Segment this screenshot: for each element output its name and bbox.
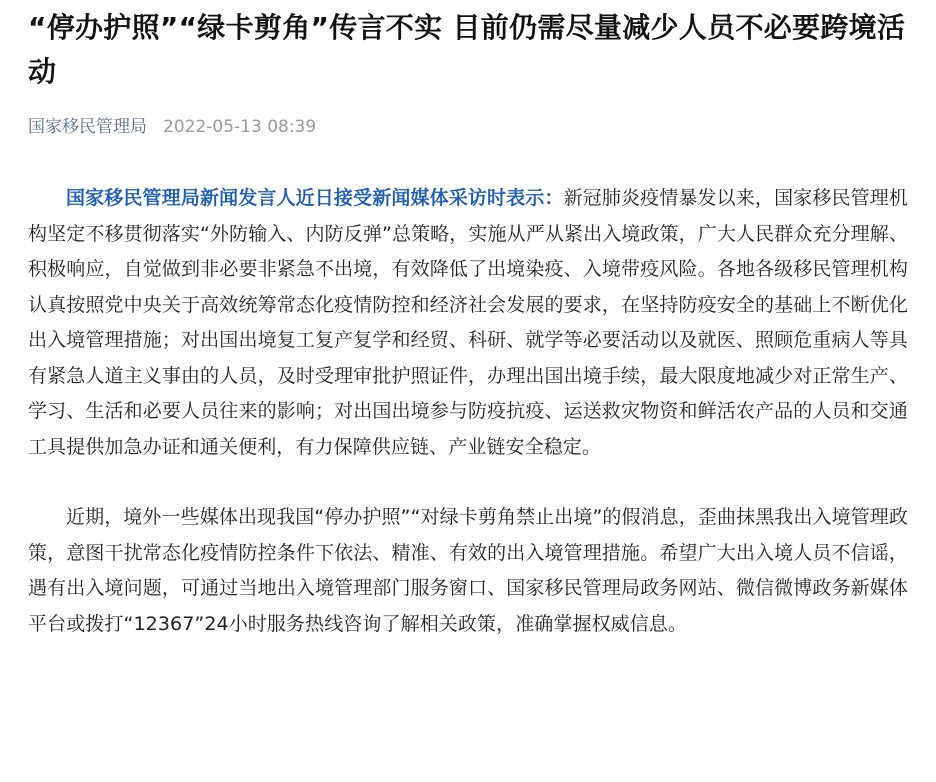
paragraph-1 xyxy=(28,181,908,465)
publish-date: 2022-05-13 08:39 xyxy=(163,117,317,137)
article-body xyxy=(28,181,908,642)
source-link[interactable]: 国家移民管理局 xyxy=(28,117,147,137)
article-meta xyxy=(28,114,908,140)
paragraph-2: 近期，境外一些媒体出现我国“停办护照”“对绿卡剪角禁止出境”的假消息，歪曲抹黑我出入境管理政策，意图干扰常态化疫情防控条件下依法、精准、有效的出入境管理措施。希望广大出入境人员不信谣，遇有出入境问题，可通过当地出入境管理部门服务窗口、国家移民管理局政务网站、微信微博政务新媒体平台或拨打“12367”24小时服务热线咨询了解相关政策，准确掌握权威信息。 xyxy=(28,506,908,635)
paragraph-1-text: 新冠肺炎疫情暴发以来，国家移民管理机构坚定不移贯彻落实“外防输入、内防反弹”总策略，实施从严从紧出入境政策，广大人民群众充分理解、积极响应，自觉做到非必要非紧急不出境，有效降低了出境染疫、入境带疫风险。各地各级移民管理机构认真按照党中央关于高效统筹常态化疫情防控和经济社会发展的要求，在坚持防疫安全的基础上不断优化出入境管理措施；对出国出境复工复产复学和经贸、科研、就学等必要活动以及就医、照顾危重病人等具有紧急人道主义事由的人员，及时受理审批护照证件，办理出国出境手续，最大限度地减少对正常生产、学习、生活和必要人员往来的影响；对出国出境参与防疫抗疫、运送救灾物资和鲜活农产品的人员和交通工具提供加急办证和通关便利，有力保障供应链、产业链安全稳定。 xyxy=(28,187,908,458)
paragraph-lead: 国家移民管理局新闻发言人近日接受新闻媒体采访时表示： xyxy=(66,187,564,209)
article-title: “停办护照”“绿卡剪角”传言不实 目前仍需尽量减少人员不必要跨境活动 xyxy=(28,11,906,88)
paragraph-spacer xyxy=(28,465,908,500)
